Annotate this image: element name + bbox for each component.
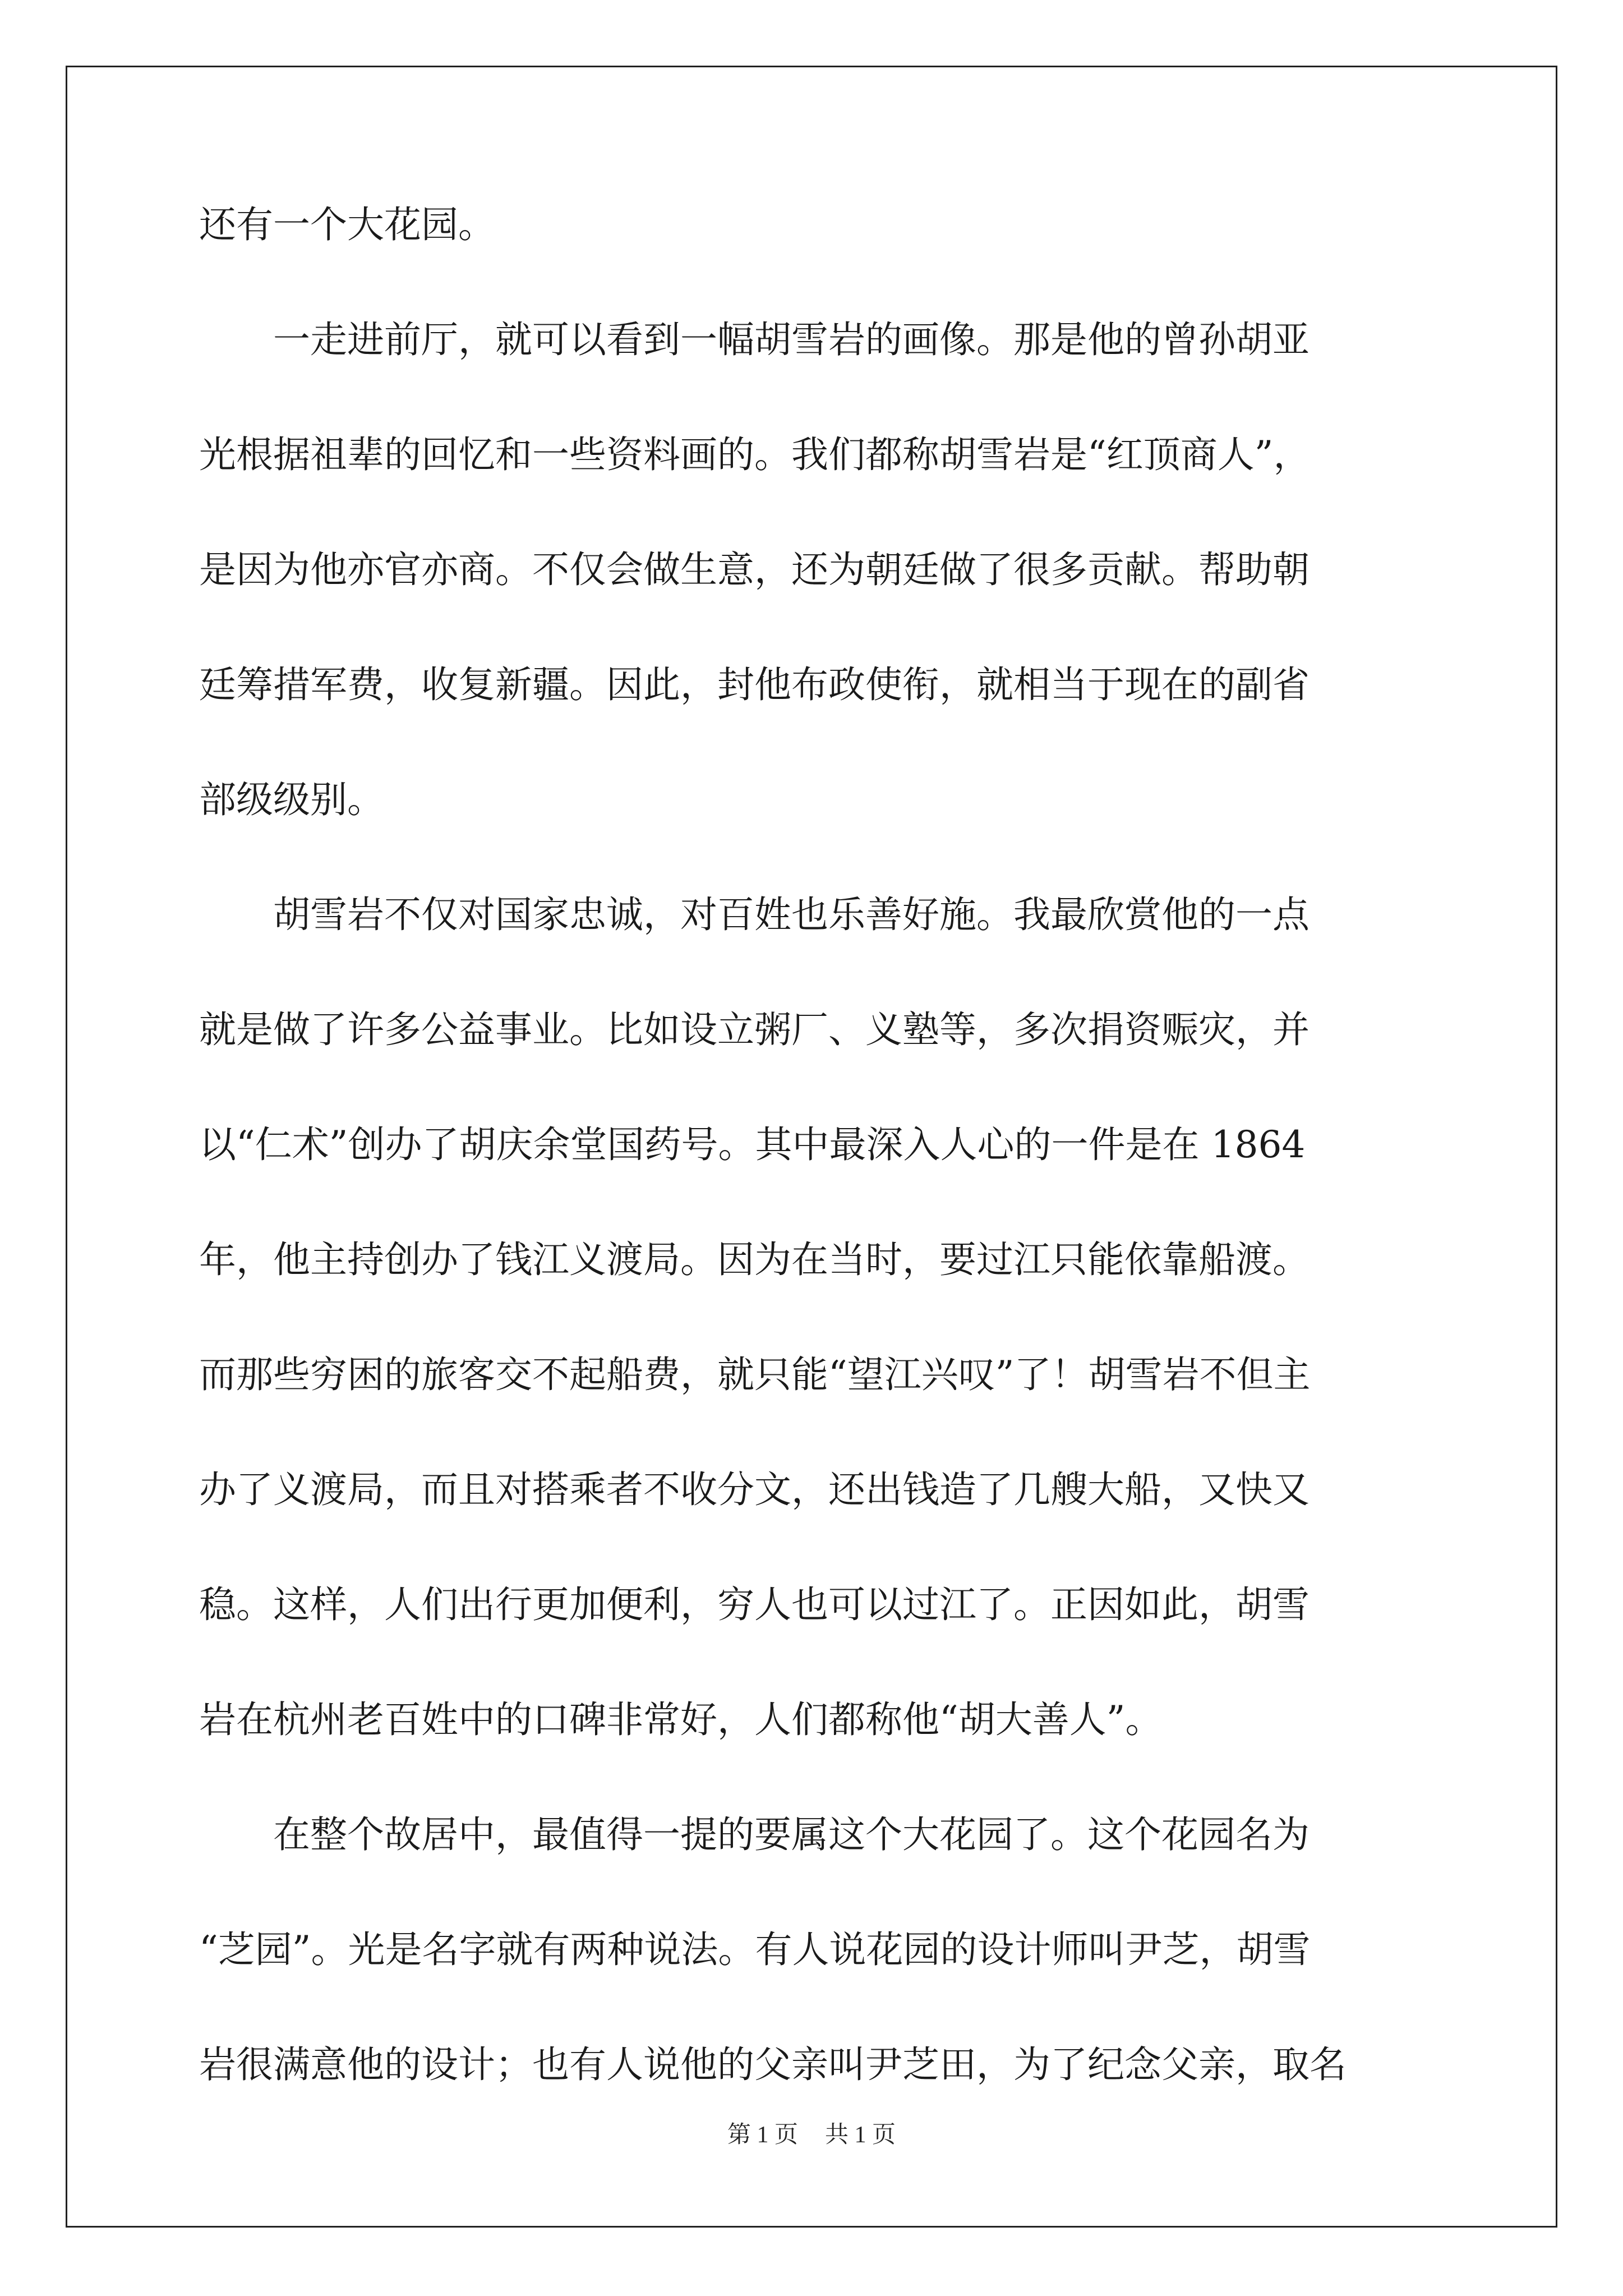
text-line: 岩在杭州老百姓中的口碑非常好，人们都称他“胡大善人”。 [199, 1698, 1163, 1741]
text-line: 以“仁术”创办了胡庆余堂国药号。其中最深入人心的一件是在 1864 [199, 1123, 1306, 1166]
text-line: 岩很满意他的设计；也有人说他的父亲叫尹芝田，为了纪念父亲，取名 [199, 2043, 1347, 2086]
text-line: 年，他主持创办了钱江义渡局。因为在当时，要过江只能依靠船渡。 [199, 1238, 1310, 1281]
text-line: 一走进前厅，就可以看到一幅胡雪岩的画像。那是他的曾孙胡亚 [199, 318, 1310, 361]
page-total: 共 1 页 [825, 2122, 896, 2148]
text-line: 在整个故居中，最值得一提的要属这个大花园了。这个花园名为 [199, 1813, 1310, 1856]
text-line: 还有一个大花园。 [199, 203, 495, 246]
text-line: 廷筹措军费，收复新疆。因此，封他布政使衔，就相当于现在的副省 [199, 663, 1310, 706]
text-line: 稳。这样，人们出行更加便利，穷人也可以过江了。正因如此，胡雪 [199, 1583, 1310, 1626]
text-line: 办了义渡局，而且对搭乘者不收分文，还出钱造了几艘大船，又快又 [199, 1468, 1310, 1511]
page-number: 第 1 页 [727, 2122, 798, 2148]
page-footer [0, 2116, 1623, 2150]
text-line: 光根据祖辈的回忆和一些资料画的。我们都称胡雪岩是“红顶商人”， [199, 433, 1311, 476]
text-line: “芝园”。光是名字就有两种说法。有人说花园的设计师叫尹芝，胡雪 [199, 1928, 1311, 1971]
text-line: 就是做了许多公益事业。比如设立粥厂、义塾等，多次捐资赈灾，并 [199, 1008, 1310, 1051]
text-line: 部级级别。 [199, 778, 384, 821]
document-body [199, 200, 1431, 2155]
text-line: 是因为他亦官亦商。不仅会做生意，还为朝廷做了很多贡献。帮助朝 [199, 548, 1310, 591]
text-line: 而那些穷困的旅客交不起船费，就只能“望江兴叹”了！胡雪岩不但主 [199, 1353, 1311, 1396]
text-line: 胡雪岩不仅对国家忠诚，对百姓也乐善好施。我最欣赏他的一点 [199, 893, 1310, 936]
